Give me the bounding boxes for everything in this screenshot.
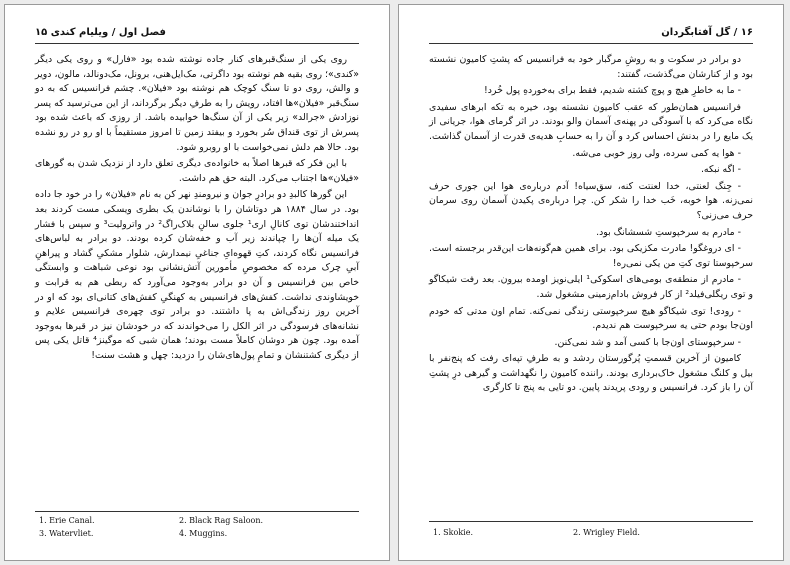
footnote: 4. Muggins. bbox=[179, 529, 228, 538]
paragraph: - ما به خاطرِ هیچ و پوچ کشته شدیم، فقط برای به‌خوردهِ پول خُرد! bbox=[483, 85, 741, 97]
paragraph: دو برادر در سکوت و به روشِ مرگبار خود به فرانسیس که پشتِ کامیون نشسته بود و از کنارشان می‌گذشت، گفتند: bbox=[429, 54, 753, 80]
footnote: 3. Watervliet. bbox=[39, 529, 94, 538]
footnote: 1. Skokie. bbox=[433, 528, 474, 537]
paragraph: - ای دروغگو! مادرت مکزیکی بود. برای همین هم‌گونه‌هات این‌قدر برجسته است. سرخپوستا توی کتِ من یکی نمی‌ره! bbox=[429, 243, 753, 269]
footnote: 2. Black Rag Saloon. bbox=[179, 516, 264, 525]
header-title: فصل اول / ویلیام کندی ۱۵ bbox=[35, 27, 166, 38]
footnote-divider bbox=[429, 521, 753, 522]
page-header bbox=[35, 27, 359, 44]
paragraph: - مادرم به سرخپوستِ شسشانگ بود. bbox=[596, 226, 741, 238]
footnote: 1. Erie Canal. bbox=[39, 516, 95, 525]
paragraph: کامیون از آخرین قسمتِ پُرگورستان ردشد و به طرفِ تپه‌ای رفت که پنج‌نفر با بیل و کلنگ مشغول خاک‌برداری بودند. راننده کامیون را نگهداشت و گیرهی درِ پشتِ آن را باز کرد. فرانسیس و رودی پریدند پایین. دو تایی به پنج تا کارگری bbox=[429, 353, 753, 394]
right-page bbox=[398, 4, 784, 561]
paragraph: - هوا یه کمی سرده، ولی روز خوبی می‌شه. bbox=[572, 147, 741, 159]
footnote-divider bbox=[35, 511, 359, 512]
paragraph: روی یکی از سنگ‌قبرهای کنار جاده نوشته شده بود «فارل» و روی یکی دیگر «کندی»؛ روی بقیه هم نوشته بود داگرتی، مک‌ایل‌هنی، برونل، مک‌دونالد، مالون، دویر و والش، روی دو تا سنگ کوچک هم نوشته بود «فیلان». چشم فرانسیس که به دو سنگ‌قبر «فیلان»ها افتاد، رویش را به طرفِ دیگر برگرداند، از این می‌ترسید که پسر نوزادش «جرالد» زیر یکی از آن سنگ‌ها خوابیده باشد. از روزی که باعث شده بود پسرش از توی قنداق سُر بخورد و بیفتد زمین تا امروز مستقیماً با او رو در رو نشده بود. حالا هم دلش نمی‌خواست با او روبرو شود. bbox=[35, 54, 359, 153]
paragraph: فرانسیس همان‌طور که عقب کامیون نشسته بود، خیره به تکه ابرهای سفیدی نگاه می‌کرد که با آسودگی در پهنه‌ی آسمان والو بودند. در اثر گرمای هوا، جریانی از یک مایع را در بدنش احساس کرد و آن را به حسابِ هدیه‌ی قدرت از آسمان گذاشت. bbox=[429, 101, 753, 142]
header-title: ۱۶ / گل آفتابگردان bbox=[661, 27, 753, 38]
paragraph: - جِنگ لعنتی، خدا لعنتت کنه، سق‌سیاه! آدم درباره‌ی هوا این جوری حرف نمی‌زنه. هوا خوبه، خَب خدا را شکر کن. چرا درباره‌ی پکیدن آسمان روی سرمان حرف می‌زنی؟ bbox=[429, 180, 753, 221]
footnotes bbox=[433, 528, 753, 541]
paragraph: - اگه نبکه. bbox=[700, 164, 741, 176]
paragraph: - مادرم از منطقه‌ی بومی‌های اسکوکی¹ ایلی‌نویز اومده بیرون. بعد رفت شیکاگو و توی ریگلی‌فیلد² از کار فروش بادام‌زمینی مشغول شد. bbox=[429, 274, 753, 300]
page-header bbox=[429, 27, 753, 44]
paragraph: - سرخپوستای اون‌جا با کسی آمد و شد نمی‌کنن. bbox=[554, 336, 741, 348]
footnote: 2. Wrigley Field. bbox=[573, 528, 640, 537]
paragraph: با این فکر که قبرها اصلاً به خانواده‌ی دیگری تعلق دارد از نزدیک شدن به گورهای «فیلان»ها اجتناب می‌کرد. البته حق هم داشت. bbox=[35, 158, 359, 184]
left-page bbox=[4, 4, 390, 561]
page-body bbox=[35, 53, 359, 365]
paragraph: - رودی! توی شیکاگو هیچ سرخپوستی زندگی نمی‌کنه. تمام اون مدتی که خودم اون‌جا بودم حتی یه سرخپوست هم ندیدم. bbox=[429, 305, 753, 332]
page-body bbox=[429, 53, 753, 398]
paragraph: این گورها کالبدِ دو برادرِ جوان و نیرومندِ نهر کن به نام «فیلان» را در خود جا داده بود. در سال ۱۸۸۴ هر دوتاشان را با نوشاندن یک بطری ویسکی مست کردند بعد انداختندشان توی کانالِ اری¹ جلوی سالنِ بلاک‌راگ² در واترولیت³ و سپس با فشار یک میله آن‌ها را چپاندند زیر آب و خفه‌شان کرده بودند. دو برادر به لباس‌های فرانسیس نگاه کردند، کتِ قهوه‌ایِ جناغیِ نیمدارش، شلوار مشکیِ گشاد و پیراهنِ آبیِ چرک مرده که مخصوصِ مأمورین آتش‌نشانی بود نوعی شباهت و وابستگی خاص بین فرانسیس و آن دو برادر به‌وجود می‌آورد که ربطی هم به قرابت و خویشاوندی نداشت. کفش‌های فرانسیس به کهنگیِ کفش‌های کتانی‌ای بود که او در آخرین روز زندگی‌اش به پا داشتند. دو برادر توی چهره‌ی فرانسیس علایم و نشانه‌های فرسودگی در اثر الکل را می‌خواندند که در خودشان نیز در قبرها به‌وجود آمده بود. چون هر دوشان کاملاً مست بودند؛ همان شبی که موگینز⁴ قاتل یکی پس از دیگری کشتنشان و تمامِ پول‌های‌شان را دزدید: چهل و هشت سنت! bbox=[35, 189, 360, 361]
footnotes bbox=[39, 516, 359, 542]
